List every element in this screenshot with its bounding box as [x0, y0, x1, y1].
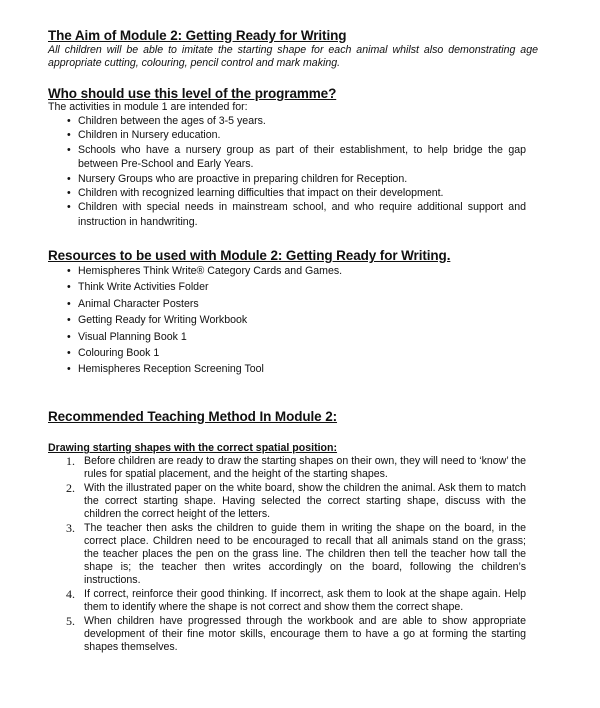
- teaching-subheading: Drawing starting shapes with the correct spatial position:: [48, 442, 338, 454]
- list-item: • Children between the ages of 3-5 years.: [66, 114, 526, 128]
- list-item: 2. With the illustrated paper on the white board, show the children the animal. Ask them to match the correct starting shape. Having selected the correct starting shape, discuss with the children the correct height of the letters.: [66, 481, 526, 521]
- list-item: • Think Write Activities Folder: [66, 279, 526, 295]
- list-item: • Colouring Book 1: [66, 345, 526, 361]
- steps-list: [66, 455, 526, 656]
- list-item: • Children with special needs in mainstream school, and who require additional support and instruction in handwriting.: [66, 200, 526, 229]
- list-item: • Getting Ready for Writing Workbook: [66, 312, 526, 328]
- list-item: • Nursery Groups who are proactive in preparing children for Reception.: [66, 172, 526, 186]
- list-item: • Hemispheres Reception Screening Tool: [66, 361, 526, 377]
- list-item: • Hemispheres Think Write® Category Cards and Games.: [66, 263, 526, 279]
- list-item: • Children with recognized learning difficulties that impact on their development.: [66, 186, 526, 200]
- aim-text: All children will be able to imitate the starting shape for each animal whilst also demonstrating age appropriate cutting, colouring, pencil control and mark making.: [48, 44, 538, 70]
- list-item: 5. When children have progressed through the workbook and are able to show appropriate development of their fine motor skills, encourage them to have a go at forming the starting shapes themselves.: [66, 614, 526, 654]
- resources-heading: Resources to be used with Module 2: Getting Ready for Writing.: [48, 248, 451, 263]
- audience-heading: Who should use this level of the programme?: [48, 86, 337, 101]
- audience-intro: The activities in module 1 are intended for:: [48, 101, 248, 113]
- resources-list: [66, 263, 526, 378]
- list-item: 1. Before children are ready to draw the starting shapes on their own, they will need to ‘know’ the rules for spatial placement, and the height of the starting shapes.: [66, 454, 526, 480]
- list-item: 4. If correct, reinforce their good thinking. If incorrect, ask them to look at the shape again. Help them to identify where the shape is not correct and show them the correct shape.: [66, 587, 526, 614]
- list-item: • Children in Nursery education.: [66, 128, 526, 142]
- list-item: • Animal Character Posters: [66, 296, 526, 312]
- teaching-method-heading: Recommended Teaching Method In Module 2:: [48, 409, 338, 424]
- aim-heading: The Aim of Module 2: Getting Ready for Writing: [48, 28, 347, 43]
- list-item: • Visual Planning Book 1: [66, 329, 526, 345]
- list-item: • Schools who have a nursery group as part of their establishment, to help bridge the gap between Pre-School and Early Years.: [66, 143, 526, 172]
- list-item: 3. The teacher then asks the children to guide them in writing the shape on the board, in the correct place. Children need to be encouraged to recall that all animals stand on the grass; the teacher places the pen on the grass line. The children then tell the teacher how tall the shape is; the teacher then writes accordingly on the board, following the children’s instructions.: [66, 521, 526, 586]
- audience-list: [66, 114, 526, 229]
